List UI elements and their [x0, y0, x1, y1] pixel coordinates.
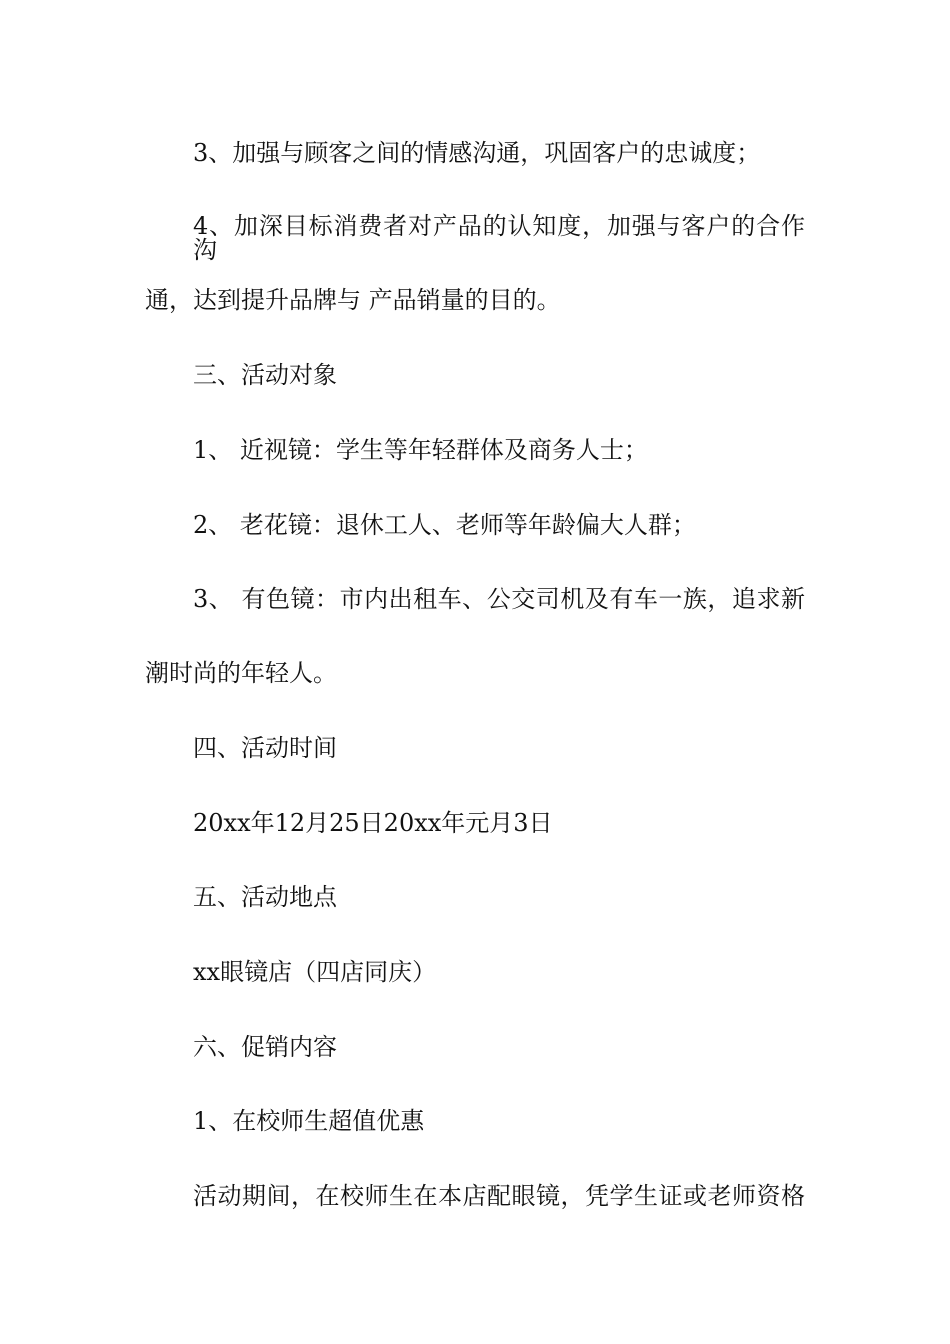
target-item-2: 2、 老花镜：退休工人、老师等年龄偏大人群；	[193, 511, 696, 539]
target-item-3-continued: 潮时尚的年轻人。	[145, 659, 337, 687]
goal-item-4-continued: 通，达到提升品牌与 产品销量的目的。	[145, 286, 561, 314]
goal-item-3: 3、加强与顾客之间的情感沟通，巩固客户的忠诚度；	[193, 139, 761, 167]
promotion-item-1-detail: 活动期间，在校师生在本店配眼镜，凭学生证或老师资格	[193, 1182, 805, 1210]
section-heading-target: 三、活动对象	[193, 361, 337, 389]
section-heading-time: 四、活动时间	[193, 734, 337, 762]
section-heading-location: 五、活动地点	[193, 883, 337, 911]
activity-location: xx眼镜店（四店同庆）	[193, 958, 437, 986]
section-heading-promotion: 六、促销内容	[193, 1033, 337, 1061]
target-item-1: 1、 近视镜：学生等年轻群体及商务人士；	[193, 436, 648, 464]
activity-time: 20xx年12月25日20xx年元月3日	[193, 809, 553, 837]
goal-item-4: 4、加深目标消费者对产品的认知度，加强与客户的合作沟	[193, 212, 805, 264]
target-item-3: 3、 有色镜：市内出租车、公交司机及有车一族，追求新	[193, 585, 805, 613]
promotion-item-1: 1、在校师生超值优惠	[193, 1107, 425, 1135]
